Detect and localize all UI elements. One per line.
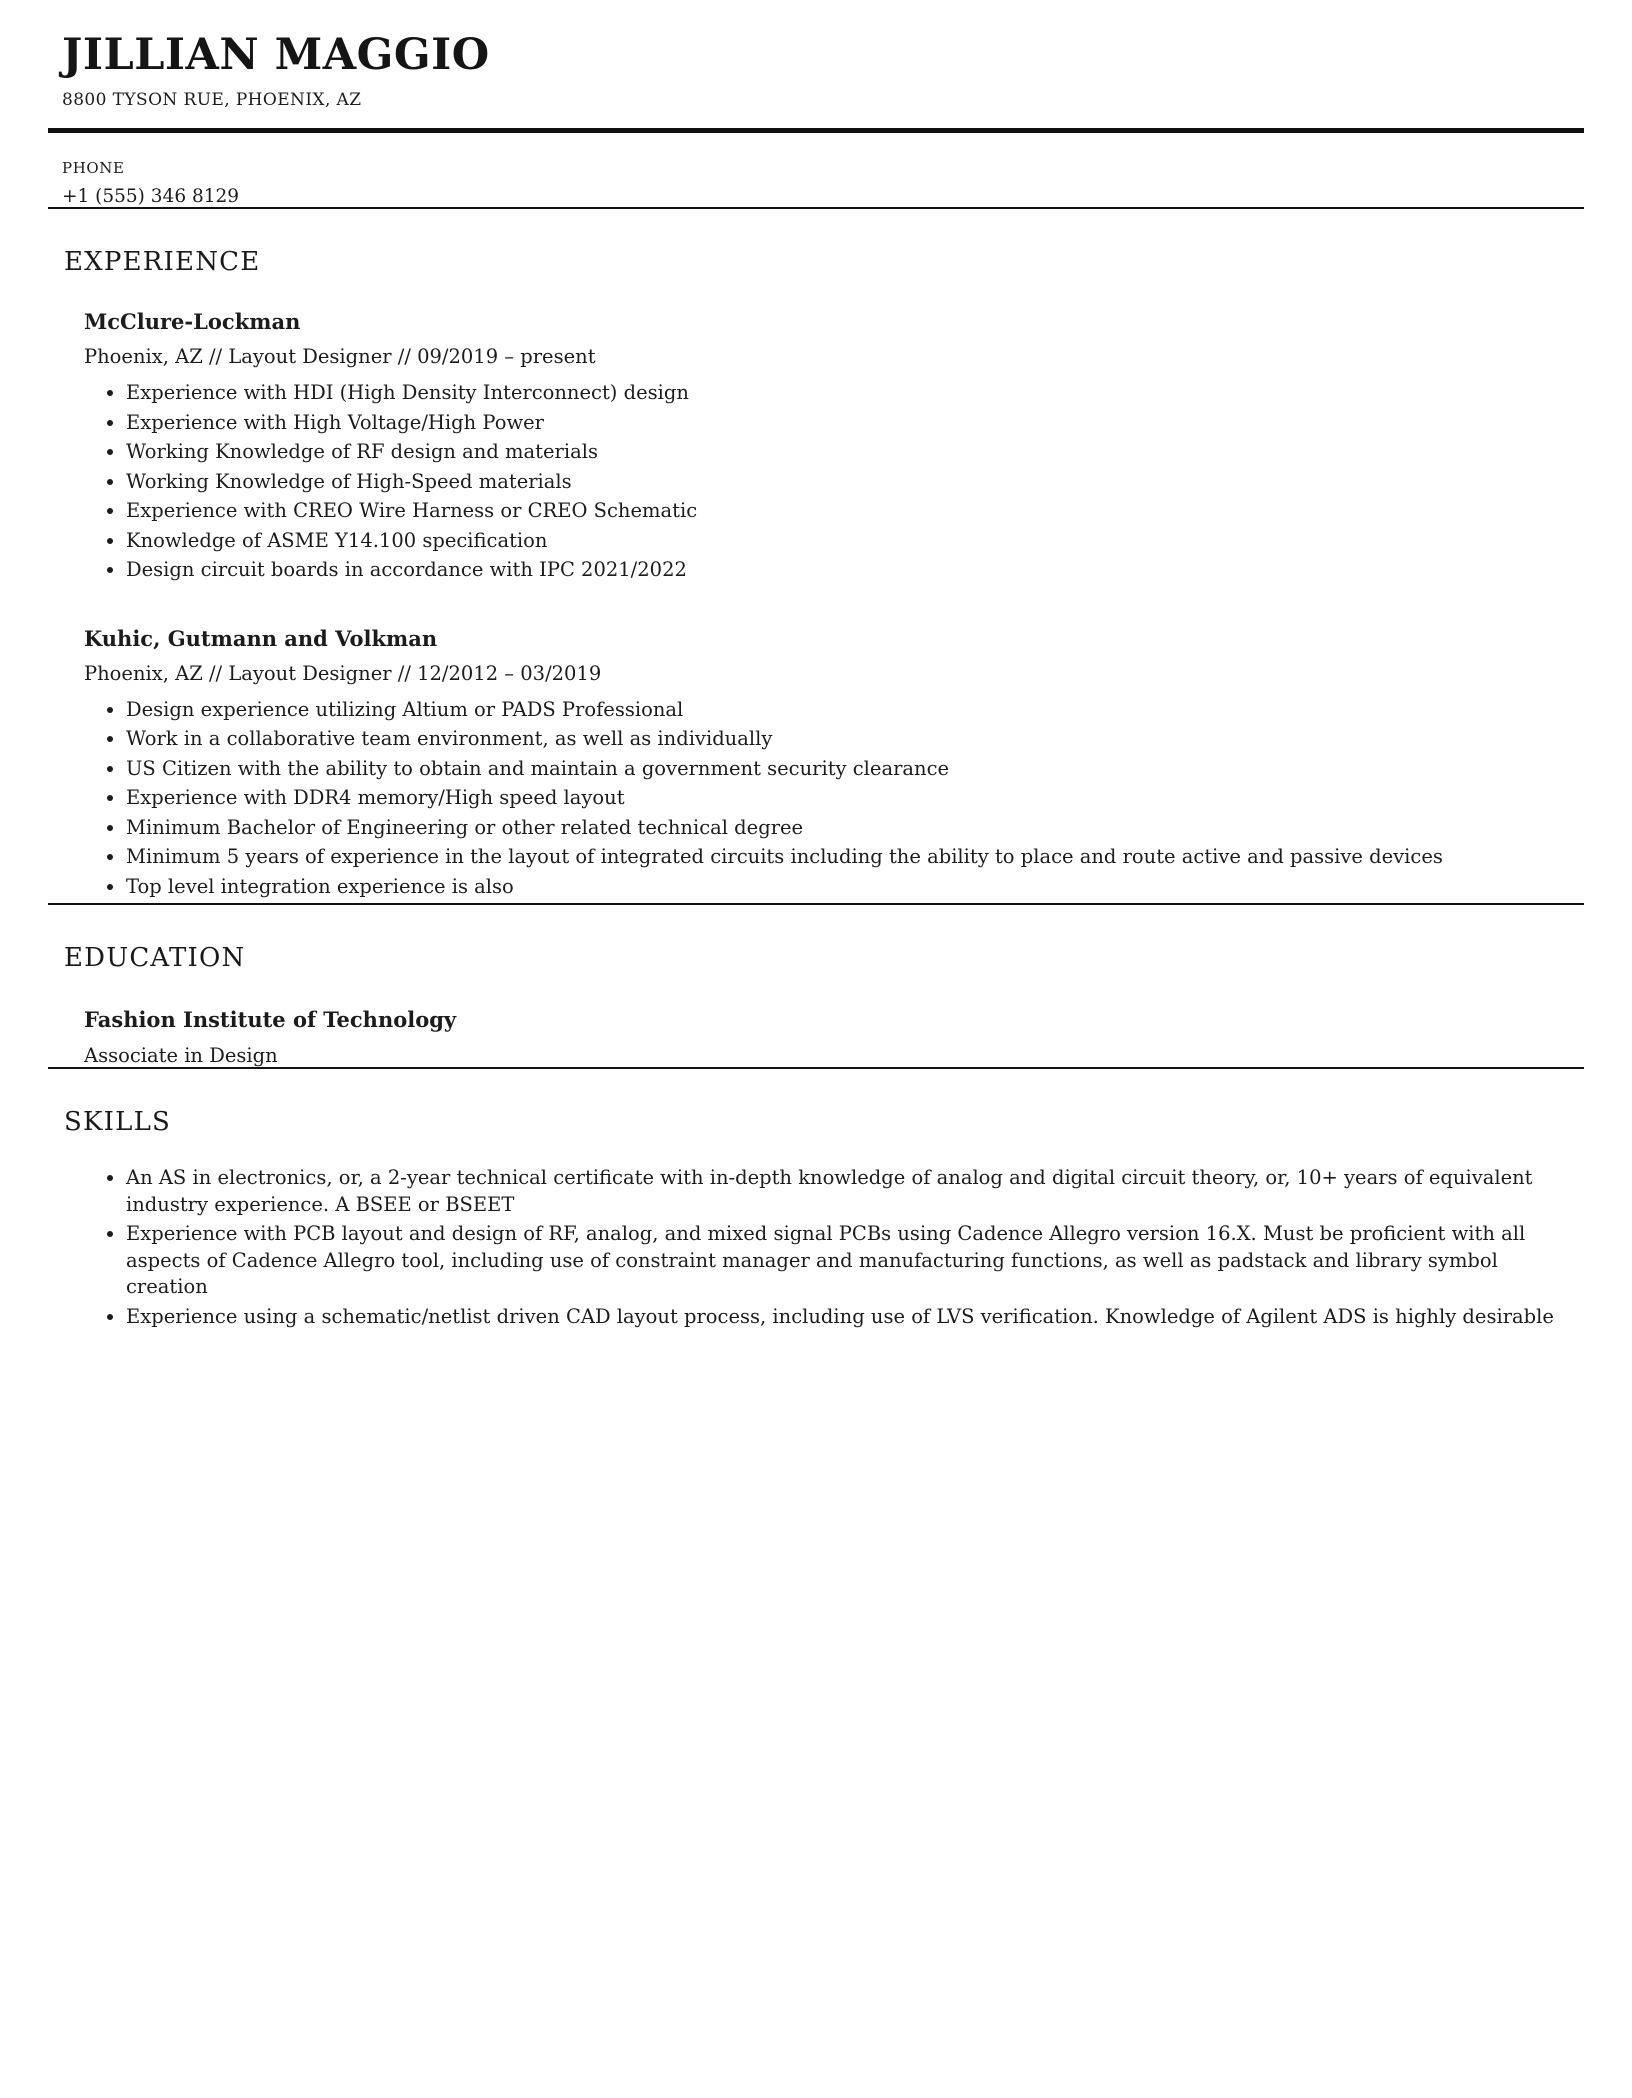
job-entry-mcclure <box>84 309 1584 584</box>
bullet-item: • Experience with High Voltage/High Power <box>126 410 1584 437</box>
section-title-skills: SKILLS <box>64 1107 172 1138</box>
bullet-item: • An AS in electronics, or, a 2-year technical certificate with in-depth knowledge of analog and digital circuit theory, or, 10+ years of equivalent industry experience. A BSEE or BSEET <box>126 1165 1584 1218</box>
bullet-item: • Minimum Bachelor of Engineering or other related technical degree <box>126 815 1584 842</box>
bullet-item: • Minimum 5 years of experience in the layout of integrated circuits including the ability to place and route active and passive devices <box>126 844 1584 871</box>
degree-name: Associate in Design <box>84 1044 278 1068</box>
school-name: Fashion Institute of Technology <box>84 1007 457 1033</box>
job-entry-kuhic <box>84 626 1584 901</box>
section-title-education: EDUCATION <box>64 943 246 974</box>
bullet-item: • Design circuit boards in accordance with IPC 2021/2022 <box>126 557 1584 584</box>
experience-section <box>48 247 1584 900</box>
bullet-item: • Experience using a schematic/netlist driven CAD layout process, including use of LVS verification. Knowledge of Agilent ADS is highly desirable <box>126 1304 1584 1331</box>
job-meta: Phoenix, AZ // Layout Designer // 09/2019 – present <box>84 345 596 368</box>
company-name: Kuhic, Gutmann and Volkman <box>84 625 438 651</box>
education-section <box>48 943 1584 1067</box>
section-title-experience: EXPERIENCE <box>64 247 261 277</box>
skills-section <box>48 1107 1584 1330</box>
candidate-address: 8800 TYSON RUE, PHOENIX, AZ <box>62 90 362 110</box>
bullet-item: • Working Knowledge of RF design and materials <box>126 439 1584 466</box>
education-entry <box>84 1007 1584 1067</box>
job-bullet-list <box>84 380 1584 584</box>
bullet-item: • Experience with CREO Wire Harness or CREO Schematic <box>126 498 1584 525</box>
contact-section <box>62 159 1584 207</box>
bullet-item: • US Citizen with the ability to obtain and maintain a government security clearance <box>126 756 1584 783</box>
bullet-item: • Top level integration experience is also <box>126 874 1584 901</box>
phone-label: PHONE <box>62 159 125 177</box>
bullet-item: • Experience with HDI (High Density Interconnect) design <box>126 380 1584 407</box>
bullet-item: • Working Knowledge of High-Speed materials <box>126 469 1584 496</box>
resume-header <box>48 30 1584 110</box>
education-divider <box>48 1067 1584 1069</box>
header-divider <box>48 128 1584 133</box>
phone-number: +1 (555) 346 8129 <box>62 186 240 207</box>
bullet-item: • Knowledge of ASME Y14.100 specification <box>126 528 1584 555</box>
bullet-item: • Experience with DDR4 memory/High speed layout <box>126 785 1584 812</box>
candidate-name: JILLIAN MAGGIO <box>62 30 490 80</box>
bullet-item: • Work in a collaborative team environment, as well as individually <box>126 726 1584 753</box>
job-meta: Phoenix, AZ // Layout Designer // 12/2012 – 03/2019 <box>84 661 602 685</box>
experience-divider <box>48 903 1584 905</box>
bullet-item: • Experience with PCB layout and design of RF, analog, and mixed signal PCBs using Cadence Allegro version 16.X. Must be proficient with all aspects of Cadence Allegro tool, including use of constraint manager and manufacturing functions, as well as padstack and library symbol creation <box>126 1221 1584 1301</box>
job-bullet-list <box>84 697 1584 901</box>
bullet-item: • Design experience utilizing Altium or PADS Professional <box>126 697 1584 724</box>
company-name: McClure-Lockman <box>84 309 301 334</box>
contact-divider <box>48 207 1584 209</box>
skills-bullet-list <box>84 1165 1584 1330</box>
